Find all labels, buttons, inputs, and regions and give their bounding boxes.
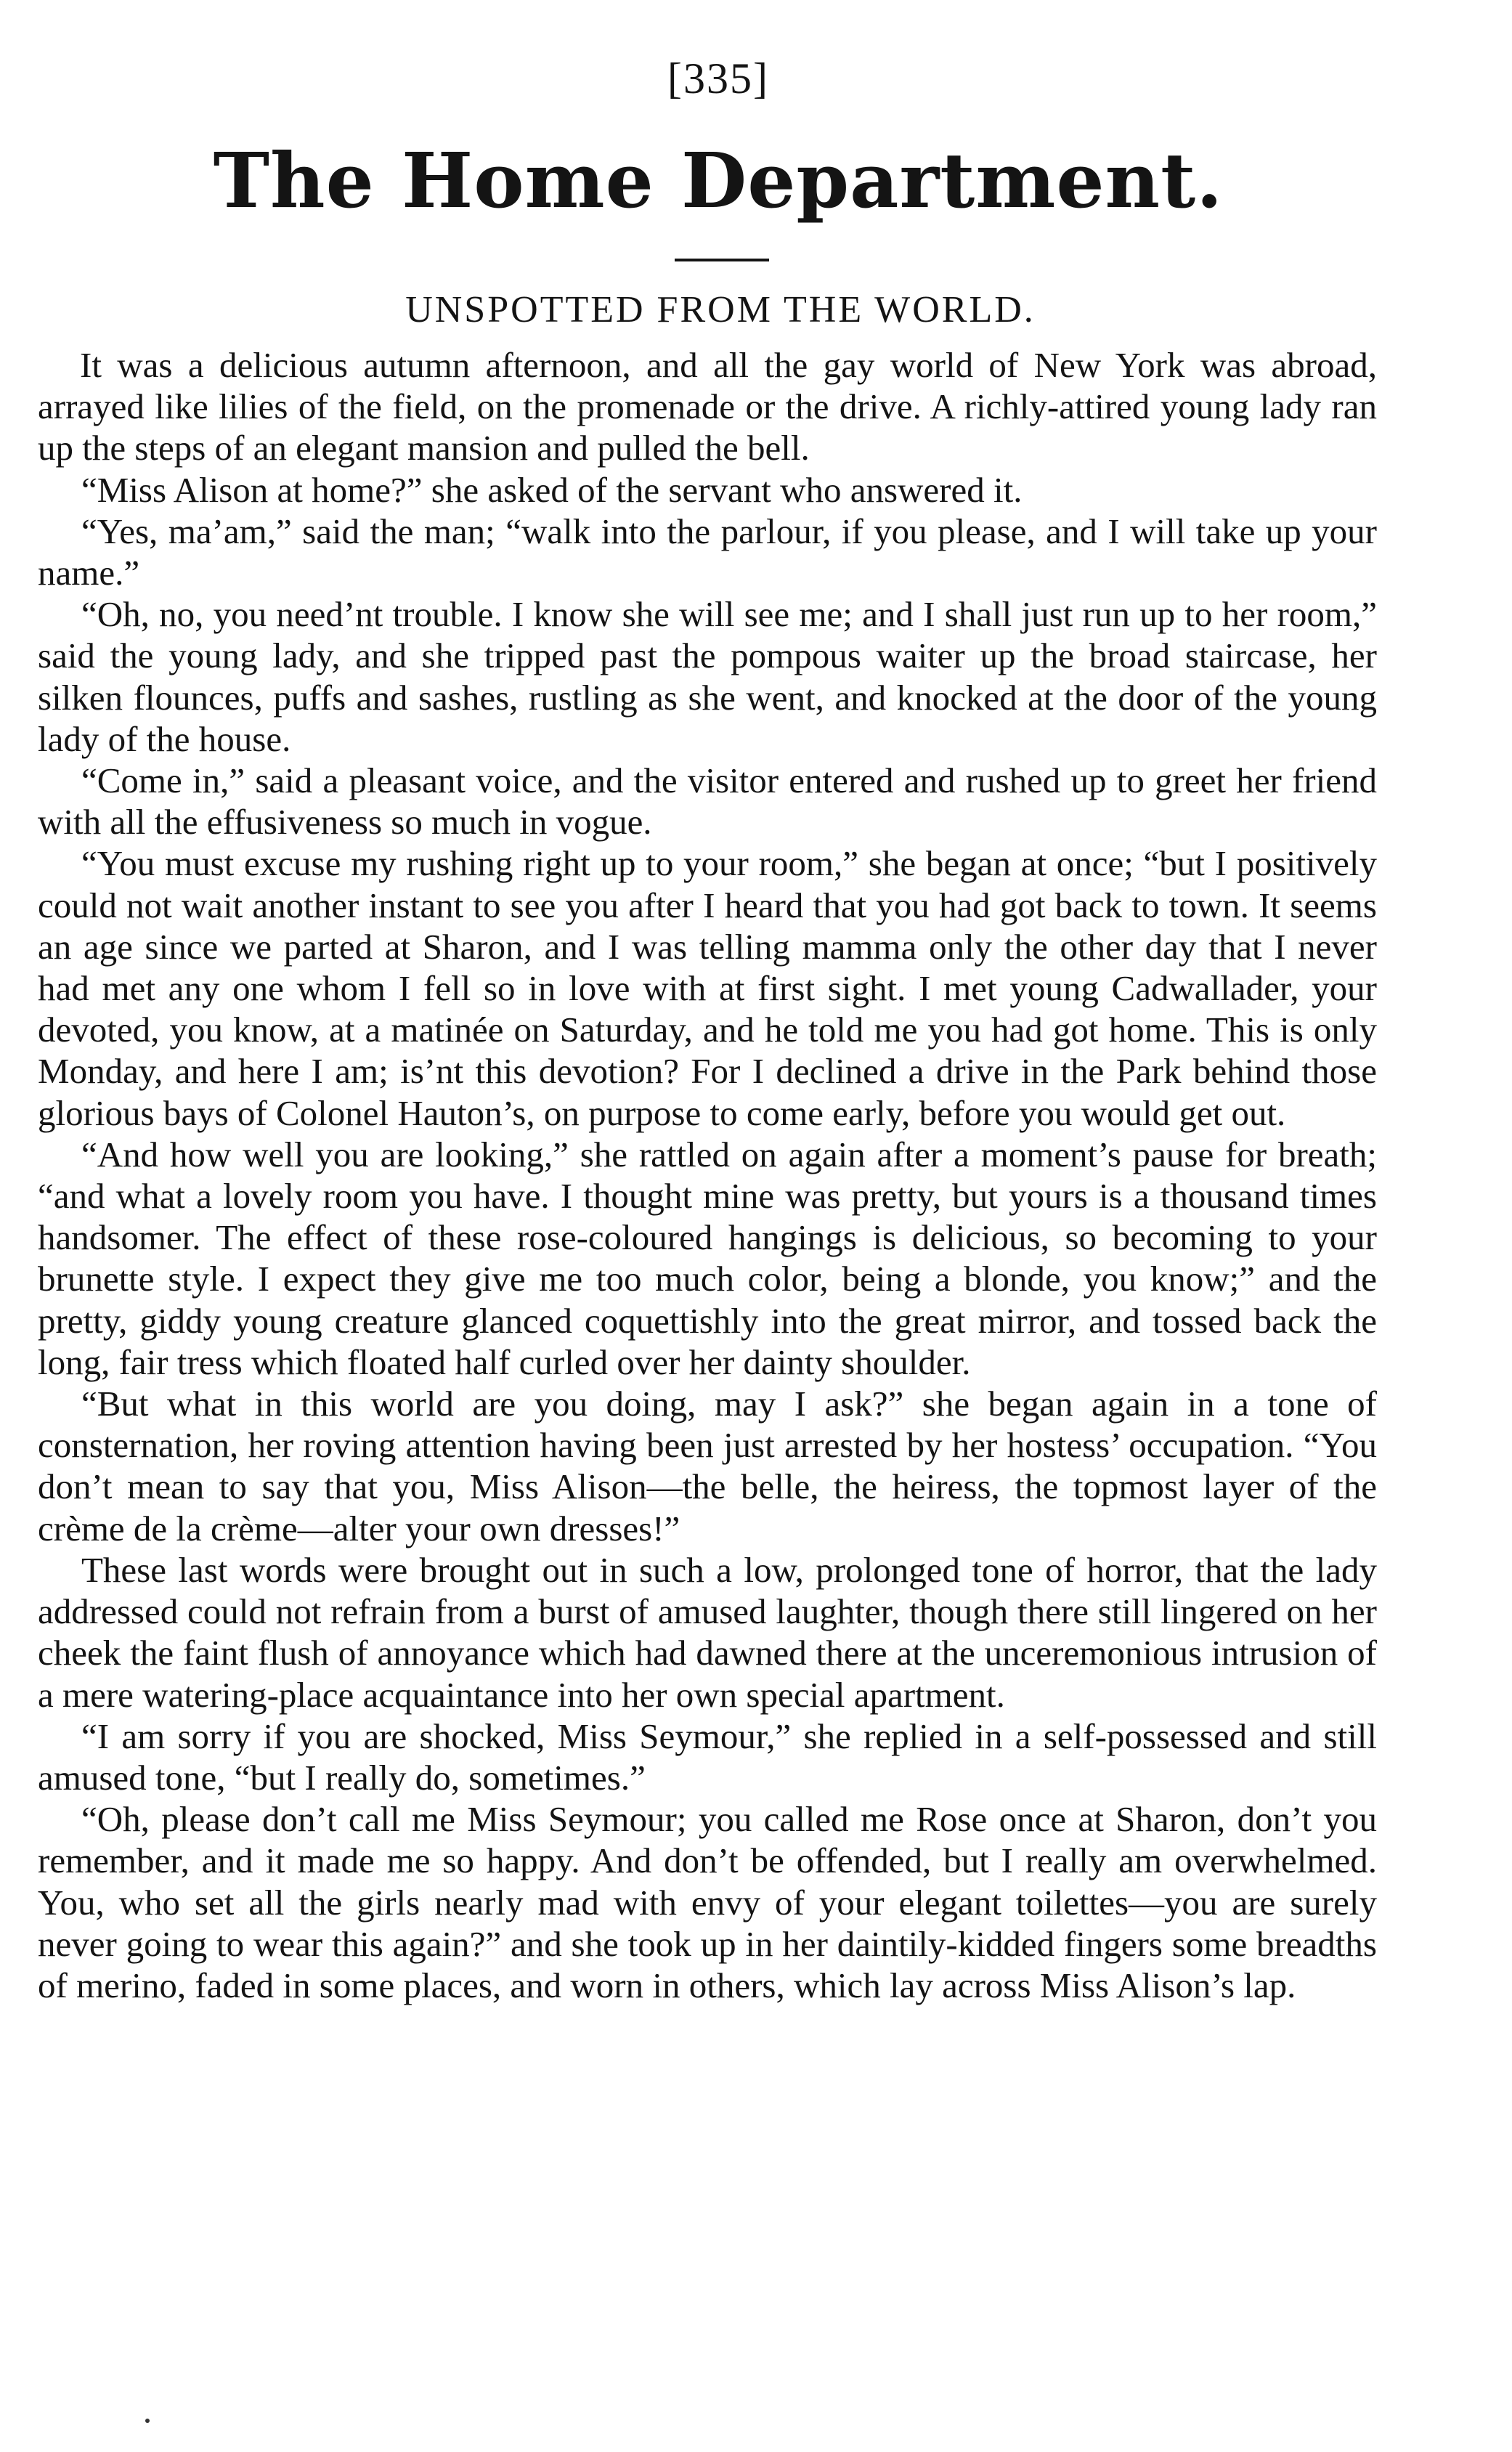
paragraph: “Oh, please don’t call me Miss Seymour; you called me Rose once at Sharon, don’t you remember, and it made me so happy. And don’t be offended, but I really am overwhelmed. You, who set all the girls nearly mad with envy of your elegant toilettes—you are surely never going to wear this again?” and she took up in her daintily-kidded fingers some breadths of merino, faded in some places, and worn in others, which lay across Miss Alison’s lap. (38, 1799, 1377, 2005)
title-rule (675, 259, 769, 261)
paragraph: “You must excuse my rushing right up to your room,” she began at once; “but I positively could not wait another instant to see you after I heard that you had got back to town. It seems an age since we parted at Sharon, and I was telling mamma only the other day that I never had met any one whom I fell so in love with at first sight. I met young Cadwallader, your devoted, you know, at a matinée on Saturday, and he told me you had got home. This is only Monday, and here I am; is’nt this devotion? For I declined a drive in the Park behind those glorious bays of Colonel Hauton’s, on purpose to come early, before you would get out. (38, 843, 1377, 1133)
paragraph: “Miss Alison at home?” she asked of the servant who answered it. (81, 469, 1023, 510)
paragraph: It was a delicious autumn afternoon, and all the gay world of New York was abroad, arrayed like lilies of the field, on the promenade or the drive. A richly-attired young lady ran up the steps of an elegant mansion and pulled the bell. (38, 345, 1377, 468)
department-title: The Home Department. (213, 136, 1224, 225)
page (38, 0, 1377, 2006)
stray-ink-dot (145, 2419, 150, 2423)
story-body (38, 344, 1377, 2006)
page-number: [335] (667, 54, 769, 102)
paragraph: “Oh, no, you need’nt trouble. I know she will see me; and I shall just run up to her room,” said the young lady, and she tripped past the pompous waiter up the broad staircase, her silken flounces, puffs and sashes, rustling as she went, and knocked at the door of the young lady of the house. (38, 594, 1377, 759)
paragraph: These last words were brought out in such a low, prolonged tone of horror, that the lady addressed could not refrain from a burst of amused laughter, though there still lingered on her cheek the faint flush of annoyance which had dawned there at the unceremonious intrusion of a mere watering-place acquaintance into her own special apartment. (38, 1549, 1377, 1715)
paragraph: “I am sorry if you are shocked, Miss Seymour,” she replied in a self-possessed and still amused tone, “but I really do, sometimes.” (38, 1716, 1377, 1798)
paragraph: “Yes, ma’am,” said the man; “walk into the parlour, if you please, and I will take up your name.” (38, 511, 1377, 593)
paragraph: “And how well you are looking,” she rattled on again after a moment’s pause for breath; “and what a lovely room you have. I thought mine was pretty, but yours is a thousand times handsomer. The effect of these rose-coloured hangings is delicious, so becoming to your brunette style. I expect they give me too much color, being a blonde, you know;” and the pretty, giddy young creature glanced coquettishly into the great mirror, and tossed back the long, fair tress which floated half curled over her dainty shoulder. (38, 1134, 1377, 1382)
story-title: UNSPOTTED FROM THE WORLD. (405, 289, 1036, 330)
paragraph: “But what in this world are you doing, may I ask?” she began again in a tone of consternation, her roving attention having been just arrested by her hostess’ occupation. “You don’t mean to say that you, Miss Alison—the belle, the heiress, the topmost layer of the crème de la crème—alter your own dresses!” (38, 1384, 1377, 1548)
paragraph: “Come in,” said a pleasant voice, and the visitor entered and rushed up to greet her friend with all the effusiveness so much in vogue. (38, 760, 1377, 843)
